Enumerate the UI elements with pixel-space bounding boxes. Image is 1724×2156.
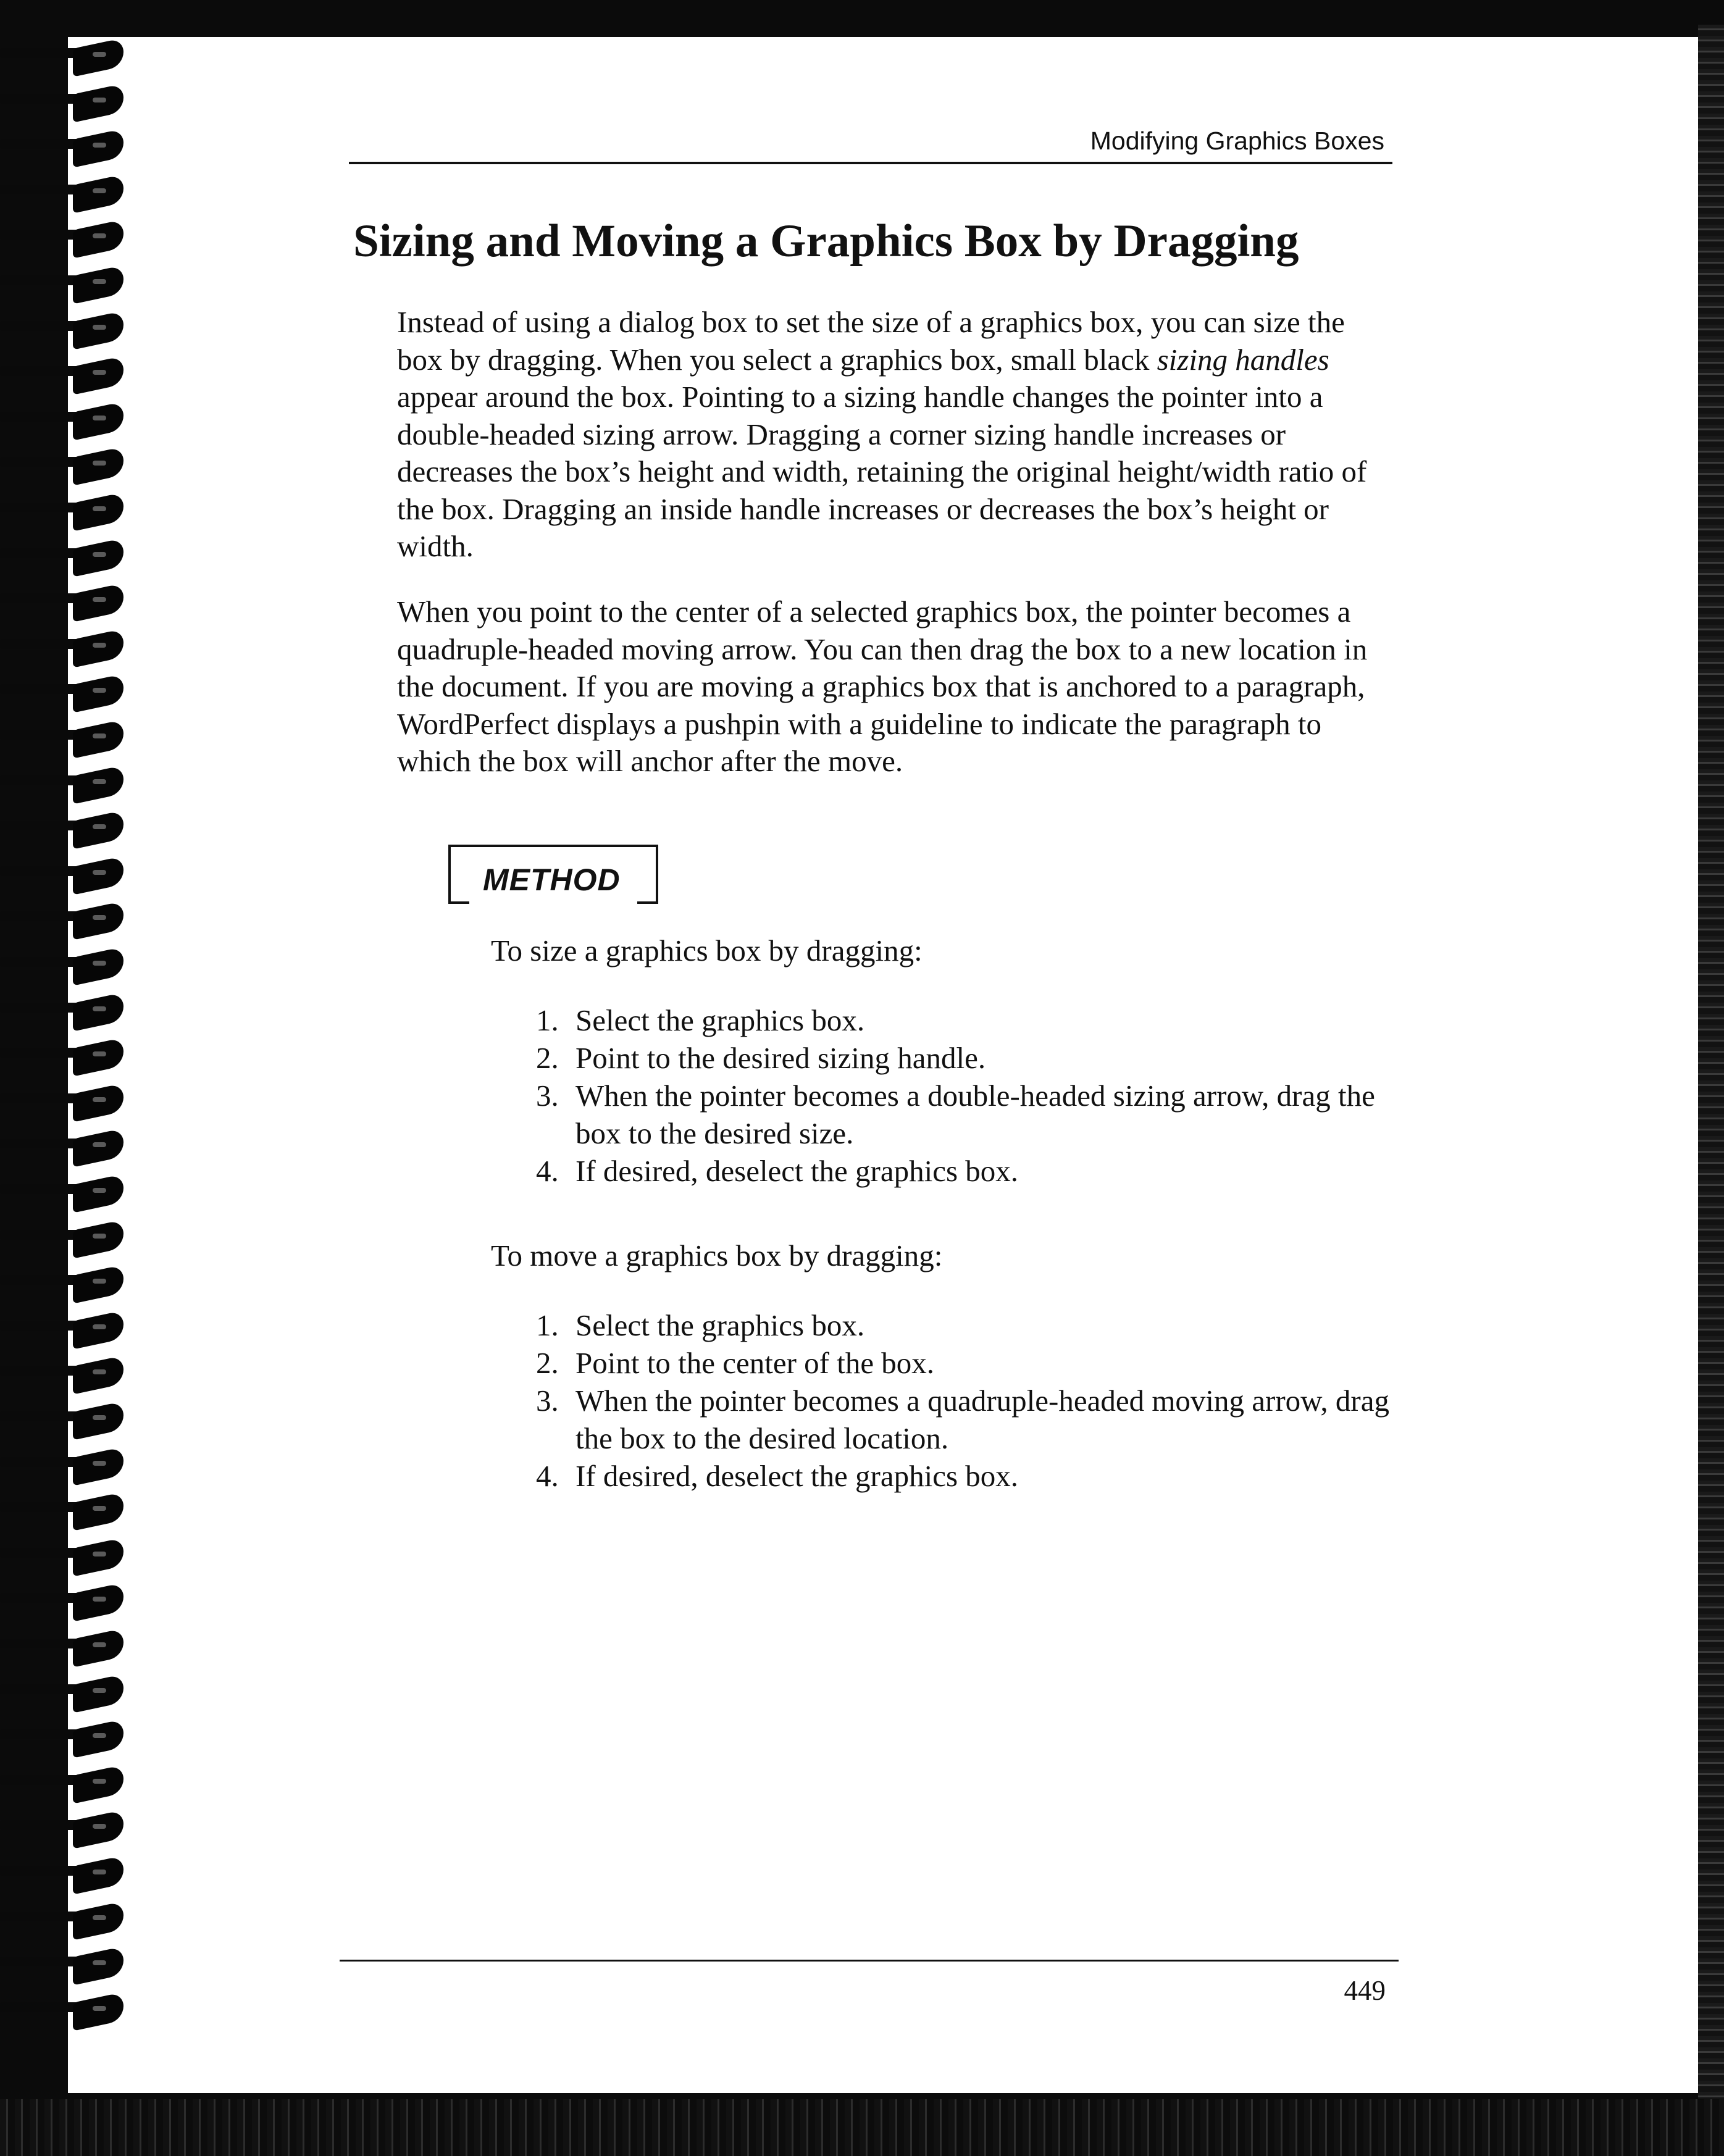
binding-coil [0,1134,130,1157]
binding-coil [0,906,130,930]
step-item [536,1306,1400,1344]
binding-coil [0,1406,130,1430]
step-item [536,1001,1400,1039]
binding-coil [0,1588,130,1611]
binding-coil [0,180,130,203]
spiral-binding [0,43,136,2056]
binding-coil [0,1724,130,1748]
binding-coil [0,361,130,385]
binding-coil [0,1452,130,1476]
move-steps-list [536,1306,1400,1495]
binding-coil [0,43,130,67]
method-frame-corner-right [637,887,658,904]
step-number: 1. [536,1003,559,1037]
paragraph-moving: When you point to the center of a selected graphics box, the pointer becomes a quadruple-headed moving arrow. You can then drag the box to a new location in the document. If you are moving a graphics box that is anchored to a paragraph, WordPerfect displays a pushpin with a guideline to indicate the paragraph to which the box will anchor after the move. [397,595,1368,778]
binding-coil [0,225,130,248]
binding-coil [0,498,130,521]
paragraph-sizing [397,304,1385,566]
step-number: 3. [536,1384,559,1418]
binding-coil [0,1770,130,1794]
binding-coil [0,407,130,430]
binding-coil [0,1316,130,1339]
step-text: Point to the center of the box. [575,1346,935,1380]
header-rule [349,162,1392,164]
binding-coil [0,1997,130,2021]
binding-coil [0,861,130,885]
method-label: METHOD [483,863,621,897]
step-text: Select the graphics box. [575,1003,865,1037]
step-number: 4. [536,1459,559,1493]
binding-coil [0,1679,130,1703]
step-number: 4. [536,1154,559,1188]
binding-coil [0,316,130,340]
binding-coil [0,998,130,1021]
step-item [536,1039,1400,1077]
paragraph-sizing-part1: Instead of using a dialog box to set the size of a graphics box, you can size the box by dragging. When you select a graphics box, small black [397,305,1345,377]
binding-coil [0,1043,130,1066]
step-text: Point to the desired sizing handle. [575,1041,986,1075]
binding-coil [0,816,130,839]
binding-coil [0,1361,130,1384]
binding-coil [0,1815,130,1839]
binding-coil [0,771,130,794]
page-number: 449 [1344,1975,1386,2006]
binding-coil [0,134,130,157]
size-steps-list [536,1001,1400,1190]
step-text: If desired, deselect the graphics box. [575,1154,1019,1188]
step-text: Select the graphics box. [575,1308,865,1342]
step-text: When the pointer becomes a double-headed sizing arrow, drag the box to the desired size. [575,1079,1375,1150]
step-text: When the pointer becomes a quadruple-headed moving arrow, drag the box to the desired location. [575,1384,1389,1455]
step-item [536,1152,1400,1190]
step-item [536,1457,1400,1495]
binding-coil [0,679,130,703]
binding-coil [0,1088,130,1112]
step-item [536,1344,1400,1382]
binding-coil [0,1225,130,1248]
footer-rule [340,1960,1399,1962]
binding-coil [0,1270,130,1293]
step-number: 1. [536,1308,559,1342]
binding-coil [0,1907,130,1930]
binding-coil [0,1179,130,1203]
scan-edge-bottom [0,2099,1724,2156]
paragraph-sizing-part2: appear around the box. Pointing to a sizing handle changes the pointer into a double-headed sizing arrow. Dragging a corner sizing handle increases or decreases the box’s height and width, retaining the original height/width ratio of the box. Dragging an inside handle increases or decreases the box’s height or width. [397,380,1367,563]
binding-coil [0,1952,130,1975]
binding-coil [0,270,130,294]
binding-coil [0,89,130,112]
binding-coil [0,1861,130,1884]
step-item [536,1077,1400,1152]
scan-edge-right [1698,25,1724,2124]
binding-coil [0,1497,130,1521]
step-number: 3. [536,1079,559,1113]
binding-coil [0,588,130,612]
running-header: Modifying Graphics Boxes [1090,127,1384,155]
binding-coil [0,1634,130,1657]
binding-coil [0,543,130,567]
binding-coil [0,634,130,658]
step-number: 2. [536,1041,559,1075]
term-sizing-handles: sizing handles [1157,342,1329,377]
move-intro: To move a graphics box by dragging: [491,1239,943,1272]
step-item [536,1382,1400,1457]
binding-coil [0,452,130,475]
step-text: If desired, deselect the graphics box. [575,1459,1019,1493]
binding-coil [0,1543,130,1566]
step-number: 2. [536,1346,559,1380]
page-title: Sizing and Moving a Graphics Box by Dragging [353,215,1299,267]
size-intro: To size a graphics box by dragging: [491,934,923,967]
method-frame-corner-left [448,887,469,904]
binding-coil [0,952,130,976]
binding-coil [0,725,130,748]
